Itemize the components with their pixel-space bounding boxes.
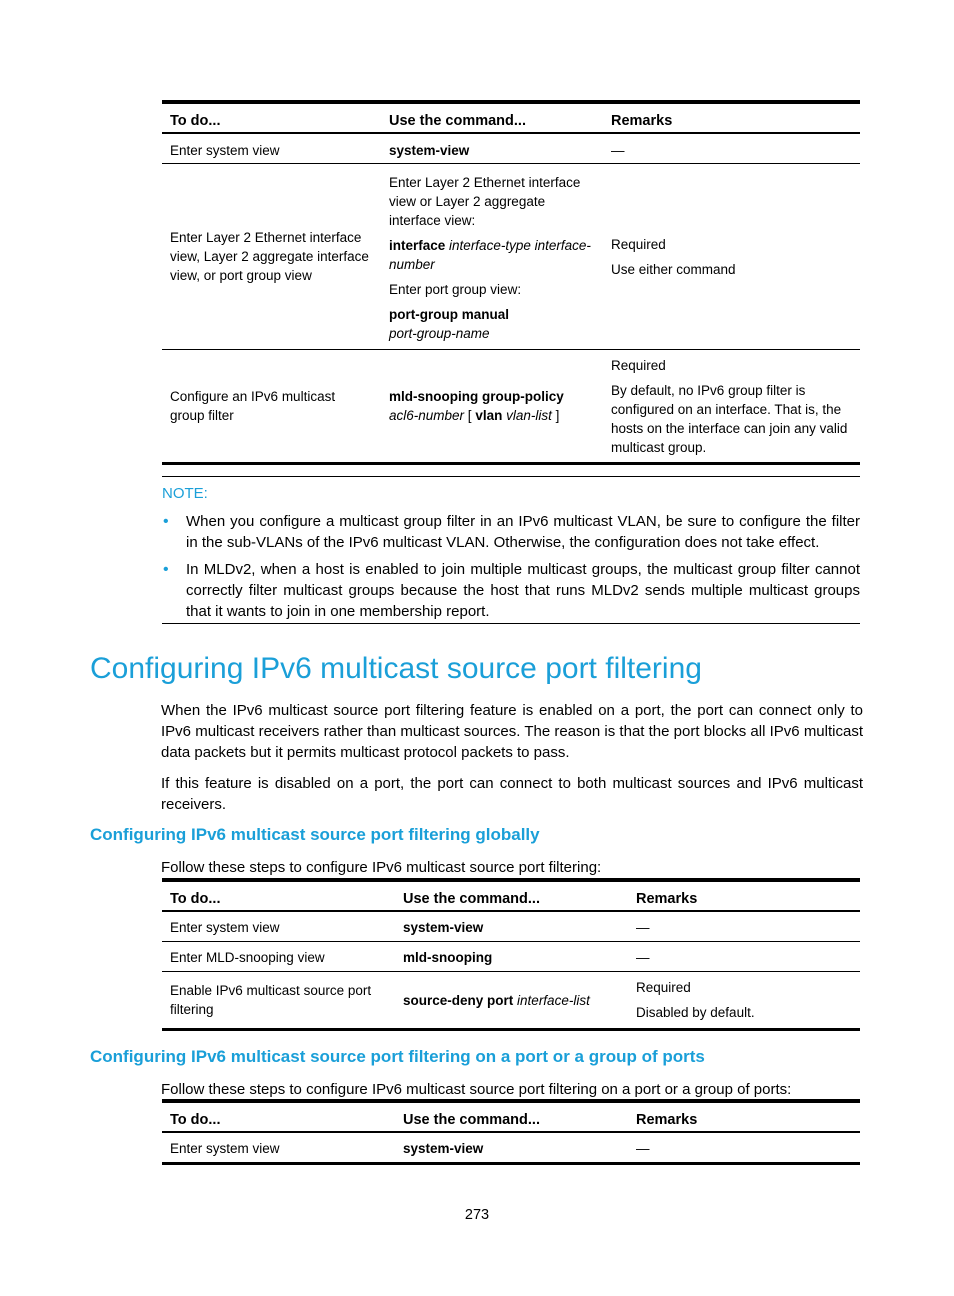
- command-cell: system-view: [403, 1141, 484, 1156]
- remark-cell: —: [611, 143, 625, 158]
- header-todo: To do...: [162, 102, 381, 133]
- command-cell: [381, 350, 603, 464]
- table-row: [162, 164, 860, 350]
- header-remarks: Remarks: [628, 880, 860, 911]
- subsection-title: Configuring IPv6 multicast source port filtering globally: [90, 825, 540, 844]
- table-row: [162, 942, 860, 972]
- note-label: NOTE:: [162, 485, 208, 502]
- command-intro: Enter port group view:: [389, 282, 522, 297]
- table-row: [162, 972, 860, 1030]
- command-table-port: [162, 1099, 860, 1165]
- section-title: Configuring IPv6 multicast source port filtering: [90, 652, 702, 685]
- subsection-intro: Follow these steps to configure IPv6 multicast source port filtering on a port or a group of ports:: [161, 1081, 792, 1098]
- note-text: When you configure a multicast group filter in an IPv6 multicast VLAN, be sure to configure the filter in the sub-VLANs of the IPv6 multicast VLAN. Otherwise, the configuration does not take effect.: [186, 513, 860, 551]
- todo-cell: Enter MLD-snooping view: [162, 942, 395, 972]
- command-argument: interface-list: [517, 992, 590, 1008]
- command-cell: [381, 164, 603, 350]
- command-keyword: interface: [389, 238, 446, 253]
- command-table-global: [162, 878, 860, 1031]
- subsection-title: Configuring IPv6 multicast source port filtering on a port or a group of ports: [90, 1047, 705, 1066]
- remark-line: Disabled by default.: [636, 1005, 755, 1020]
- list-item: [162, 511, 860, 553]
- command-cell: system-view: [389, 143, 470, 158]
- remark-cell: [603, 350, 860, 464]
- bracket: ]: [551, 408, 560, 423]
- command-keyword: mld-snooping group-policy: [389, 389, 564, 404]
- command-cell: [395, 972, 628, 1030]
- note-list: [162, 511, 860, 628]
- bullet-icon: •: [163, 513, 169, 530]
- remark-cell: [628, 972, 860, 1030]
- command-intro: Enter Layer 2 Ethernet interface view or Layer 2 aggregate interface view:: [389, 175, 581, 228]
- todo-cell: Configure an IPv6 multicast group filter: [162, 350, 381, 464]
- command-argument: port-group-name: [389, 326, 490, 341]
- note-box: [162, 476, 860, 624]
- remark-cell: —: [628, 942, 860, 972]
- header-command: Use the command...: [381, 102, 603, 133]
- todo-cell: Enable IPv6 multicast source port filtering: [162, 972, 395, 1030]
- header-remarks: Remarks: [628, 1101, 860, 1132]
- command-argument: interface-type interface-number: [389, 238, 591, 272]
- command-table-group-filter: [162, 100, 860, 465]
- command-keyword: source-deny port: [403, 992, 514, 1008]
- section-paragraph: When the IPv6 multicast source port filtering feature is enabled on a port, the port can connect only to IPv6 multicast receivers rather than multicast sources. The reason is that the port blocks all IPv6 multicast data packets but it permits multicast protocol packets to pass.: [161, 702, 863, 761]
- header-todo: To do...: [162, 880, 395, 911]
- command-argument: vlan-list: [506, 408, 552, 423]
- command-syntax: [389, 305, 595, 343]
- remark-line: Required: [611, 236, 666, 252]
- todo-cell: Enter system view: [170, 1141, 280, 1156]
- table-row: [162, 911, 860, 942]
- list-item: [162, 559, 860, 622]
- table-row: [162, 1132, 860, 1164]
- command-keyword: port-group manual: [389, 307, 509, 322]
- bracket: [: [464, 408, 476, 423]
- remark-cell: —: [636, 1141, 650, 1156]
- command-argument: acl6-number: [389, 408, 465, 423]
- table-row: [162, 350, 860, 464]
- remark-line: Use either command: [611, 261, 736, 277]
- header-remarks: Remarks: [603, 102, 860, 133]
- todo-cell: Enter system view: [170, 920, 280, 935]
- remark-cell: [603, 164, 860, 350]
- command-cell: mld-snooping: [395, 942, 628, 972]
- remark-line: By default, no IPv6 group filter is configured on an interface. That is, the hosts on the interface can join any valid multicast group.: [611, 383, 848, 455]
- bullet-icon: •: [163, 561, 169, 578]
- note-text: In MLDv2, when a host is enabled to join multiple multicast groups, the multicast group filter cannot correctly filter multicast groups because the host that runs MLDv2 sends multiple multicast groups that it wants to join in one membership report.: [186, 561, 860, 620]
- todo-cell: Enter system view: [170, 143, 280, 158]
- table-row: [162, 133, 860, 164]
- header-command: Use the command...: [395, 880, 628, 911]
- command-keyword: vlan: [475, 408, 503, 423]
- command-cell: system-view: [403, 920, 484, 935]
- page-number: 273: [464, 1207, 490, 1223]
- header-command: Use the command...: [395, 1101, 628, 1132]
- section-paragraph: If this feature is disabled on a port, the port can connect to both multicast sources and IPv6 multicast receivers.: [161, 775, 863, 813]
- remark-line: Required: [636, 980, 691, 995]
- header-todo: To do...: [162, 1101, 395, 1132]
- todo-cell: Enter Layer 2 Ethernet interface view, Layer 2 aggregate interface view, or port group view: [162, 164, 381, 350]
- remark-line: Required: [611, 358, 666, 373]
- remark-cell: —: [636, 920, 650, 935]
- command-syntax: [389, 236, 595, 274]
- subsection-intro: Follow these steps to configure IPv6 multicast source port filtering:: [161, 859, 602, 876]
